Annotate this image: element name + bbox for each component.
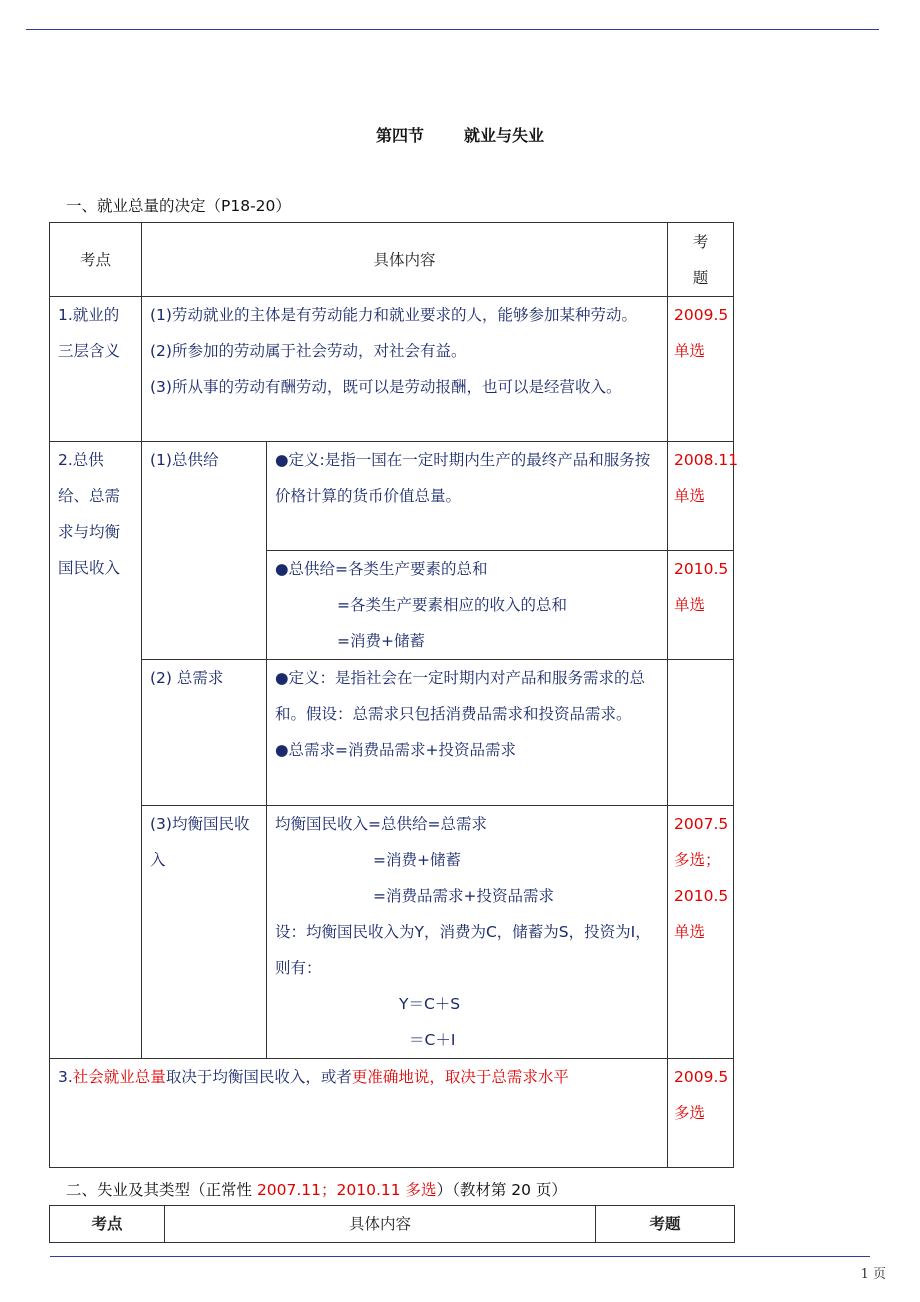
- header-point: 考点: [50, 223, 142, 297]
- header-exam: 考 题: [668, 223, 734, 297]
- header-content: 具体内容: [165, 1206, 596, 1243]
- point-supply-demand: 2.总供给、总需求与均衡国民收入: [50, 442, 142, 1059]
- table-row: [50, 1059, 734, 1168]
- heading-text: 二、失业及其类型（正常性: [66, 1181, 257, 1199]
- exam-tag: 2010.5单选: [668, 551, 734, 660]
- page-number: 1 页: [860, 1267, 886, 1282]
- content-social-employment: [50, 1059, 668, 1168]
- table-row: [50, 806, 734, 1059]
- exam-tag: [668, 660, 734, 806]
- table-header-row: [50, 223, 734, 297]
- formula-line: =各类生产要素相应的收入的总和: [337, 596, 567, 614]
- employment-table: [49, 222, 739, 1168]
- content-line: ●定义：是指社会在一定时期内对产品和服务需求的总和。假设：总需求只包括消费品需求和投资品需求。: [275, 669, 646, 723]
- formula-line: =消费品需求+投资品需求: [373, 887, 554, 905]
- header-point: 考点: [50, 1206, 165, 1243]
- exam-tag: 2009.5单选: [668, 297, 734, 442]
- formula-line: ●总供给=各类生产要素的总和: [275, 560, 488, 578]
- page-title: [0, 123, 920, 146]
- content-line: ●总需求=消费品需求+投资品需求: [275, 741, 517, 759]
- header-content: 具体内容: [142, 223, 668, 297]
- section-number: 第四节: [375, 126, 424, 145]
- formula-line: Y＝C＋S: [399, 995, 461, 1013]
- content-supply-definition: ●定义:是指一国在一定时期内生产的最终产品和服务按价格计算的货币价值总量。: [267, 442, 668, 551]
- heading-highlight: 2007.11；2010.11 多选: [256, 1181, 437, 1199]
- heading-employment-total: 一、就业总量的决定（P18-20）: [66, 197, 291, 215]
- content-equilibrium: [267, 806, 668, 1059]
- sub-label-total-supply: (1)总供给: [142, 442, 267, 660]
- section-name: 就业与失业: [464, 126, 545, 145]
- content-line: (1)劳动就业的主体是有劳动能力和就业要求的人，能够参加某种劳动。: [150, 306, 637, 324]
- content-supply-formula: [267, 551, 668, 660]
- bottom-rule: [50, 1256, 870, 1257]
- content-text: 取决于均衡国民收入，或者: [165, 1068, 352, 1086]
- exam-tag: 2009.5多选: [668, 1059, 734, 1168]
- item-number: 3.: [58, 1068, 73, 1086]
- formula-line: ＝C＋I: [409, 1031, 456, 1049]
- content-demand: [267, 660, 668, 806]
- sub-label-equilibrium-income: (3)均衡国民收入: [142, 806, 267, 1059]
- header-exam: 考题: [596, 1206, 735, 1243]
- exam-tag: 2007.5多选；2010.5单选: [668, 806, 734, 1059]
- highlight-text: 社会就业总量: [72, 1068, 166, 1086]
- content-line: 设：均衡国民收入为Y，消费为C，储蓄为S，投资为I， 则有：: [275, 923, 651, 977]
- table-row: [50, 660, 734, 806]
- top-rule: [26, 29, 879, 30]
- formula-line: =消费+储蓄: [373, 851, 461, 869]
- table-row: [50, 442, 734, 551]
- table-header-row: [50, 1206, 735, 1243]
- highlight-text: 更准确地说，取决于总需求水平: [351, 1068, 569, 1086]
- formula-line: =消费+储蓄: [337, 632, 425, 650]
- unemployment-table: [49, 1205, 735, 1243]
- formula-line: 均衡国民收入=总供给=总需求: [275, 815, 487, 833]
- sub-label-total-demand: (2) 总需求: [142, 660, 267, 806]
- heading-text: ）（教材第 20 页）: [436, 1181, 567, 1199]
- content-employment-meaning: [142, 297, 668, 442]
- content-line: (2)所参加的劳动属于社会劳动，对社会有益。: [150, 342, 467, 360]
- heading-unemployment-types: [66, 1178, 567, 1200]
- point-employment-meaning: 1.就业的三层含义: [50, 297, 142, 442]
- table-row: [50, 297, 734, 442]
- content-line: (3)所从事的劳动有酬劳动，既可以是劳动报酬，也可以是经营收入。: [150, 378, 622, 396]
- exam-tag: 2008.11单选: [668, 442, 734, 551]
